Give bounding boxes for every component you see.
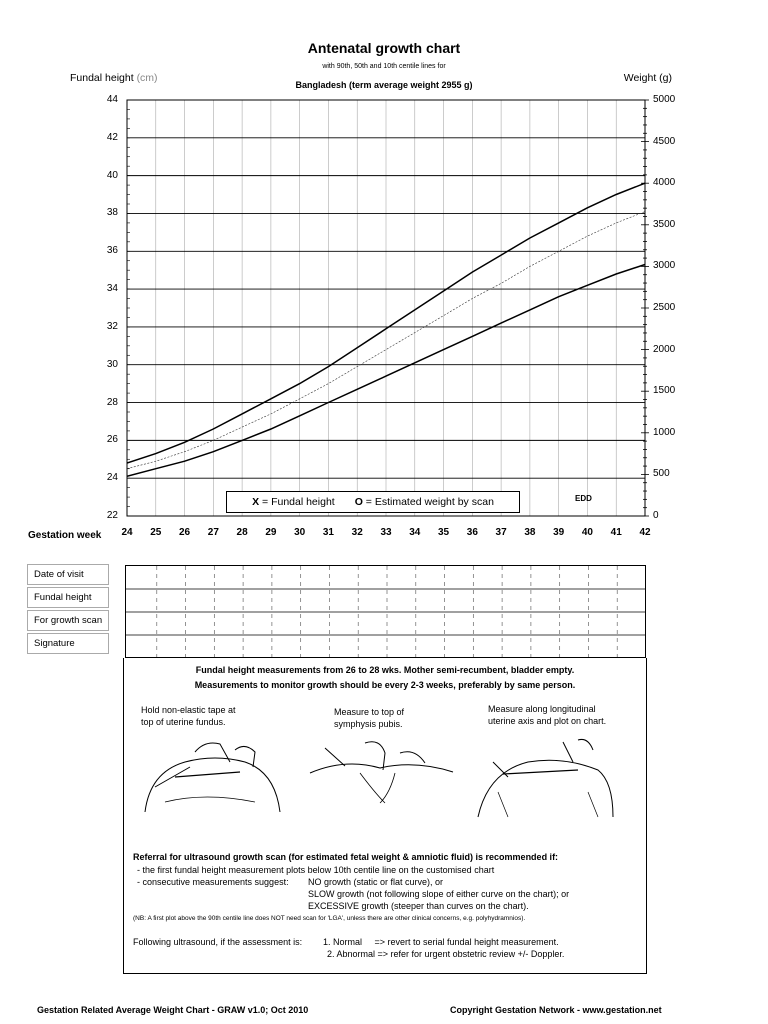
right-tick-label: 3000 xyxy=(653,260,676,272)
x-tick-label: 25 xyxy=(150,527,162,538)
legend-x-text: = Fundal height xyxy=(262,496,335,508)
x-tick-label: 36 xyxy=(466,527,478,538)
referral-item-2a: NO growth (static or flat curve), or xyxy=(308,877,444,887)
right-tick-label: 2000 xyxy=(653,343,676,355)
right-tick-label: 4500 xyxy=(653,135,676,147)
x-tick-label: 41 xyxy=(610,527,622,538)
left-tick-label: 44 xyxy=(106,94,118,105)
x-axis-label: Gestation week xyxy=(28,530,102,541)
follow-up-normal: 1. Normal => revert to serial fundal height measurement. xyxy=(323,937,559,947)
right-tick-label: 500 xyxy=(653,468,670,480)
step1-text-a: Hold non-elastic tape at xyxy=(141,705,236,715)
edd-label: EDD xyxy=(575,494,592,503)
x-tick-label: 26 xyxy=(178,527,191,538)
left-tick-label: 36 xyxy=(106,245,118,257)
x-tick-label: 37 xyxy=(495,527,507,538)
left-axis-unit: (cm) xyxy=(136,72,158,84)
referral-title: Referral for ultrasound growth scan (for estimated fetal weight & amniotic fluid) is recommended if: xyxy=(133,852,559,862)
right-tick-label: 1500 xyxy=(653,385,676,397)
referral-item-2: - consecutive measurements suggest: xyxy=(137,877,289,887)
country-label: Bangladesh (term average weight 2955 g) xyxy=(295,80,473,90)
left-tick-label: 26 xyxy=(106,434,118,446)
x-tick-label: 24 xyxy=(121,527,133,538)
x-tick-label: 39 xyxy=(553,527,565,538)
left-tick-label: 40 xyxy=(106,169,118,181)
follow-up-abnormal: 2. Abnormal => refer for urgent obstetric review +/- Doppler. xyxy=(327,949,565,959)
footer-left: Gestation Related Average Weight Chart - GRAW v1.0; Oct 2010 xyxy=(37,1005,309,1015)
right-axis-label: Weight (g) xyxy=(623,72,672,84)
chart-legend xyxy=(226,491,520,513)
left-tick-label: 22 xyxy=(106,510,118,521)
measure-fundus-illustration xyxy=(135,732,285,814)
step3-text-b: uterine axis and plot on chart. xyxy=(488,716,607,726)
legend-x-symbol: X xyxy=(252,496,260,508)
legend-o-text: = Estimated weight by scan xyxy=(365,496,494,508)
left-tick-label: 42 xyxy=(106,131,118,143)
page-subtitle: with 90th, 50th and 10th centile lines for xyxy=(322,63,446,70)
right-tick-label: 4000 xyxy=(653,177,676,189)
left-tick-label: 34 xyxy=(106,283,118,295)
x-tick-label: 28 xyxy=(236,527,248,538)
legend-item-fundal xyxy=(252,492,335,512)
measure-symphysis-illustration xyxy=(305,738,455,808)
referral-item-1: - the first fundal height measurement plots below 10th centile line on the customised chart xyxy=(137,865,495,875)
x-tick-label: 30 xyxy=(294,527,306,538)
x-tick-label: 35 xyxy=(437,527,450,538)
left-tick-label: 24 xyxy=(106,472,118,484)
x-tick-label: 34 xyxy=(409,527,421,538)
visit-row-label: For growth scan xyxy=(27,610,109,631)
x-tick-label: 38 xyxy=(524,527,536,538)
visit-table xyxy=(125,565,646,658)
measure-longitudinal-illustration xyxy=(468,732,618,822)
left-tick-label: 28 xyxy=(106,396,118,408)
referral-item-2c: EXCESSIVE growth (steeper than curves on the chart). xyxy=(308,901,529,911)
x-tick-label: 29 xyxy=(265,527,277,538)
visit-row-label: Fundal height xyxy=(27,587,109,608)
follow-up-label: Following ultrasound, if the assessment is: xyxy=(133,937,303,947)
page-title: Antenatal growth chart xyxy=(307,40,461,56)
right-tick-label: 1000 xyxy=(653,426,676,438)
left-axis-label-text: Fundal height xyxy=(70,72,134,84)
right-tick-label: 3500 xyxy=(653,218,676,230)
step3-text-a: Measure along longitudinal xyxy=(488,704,596,714)
step1-text-b: top of uterine fundus. xyxy=(141,717,226,727)
x-tick-label: 33 xyxy=(380,527,392,538)
step2-text-b: symphysis pubis. xyxy=(334,719,403,729)
legend-o-symbol: O xyxy=(354,496,363,508)
footer-right: Copyright Gestation Network - www.gestation.net xyxy=(450,1005,662,1015)
x-tick-label: 32 xyxy=(351,527,363,538)
right-tick-label: 0 xyxy=(653,510,659,521)
referral-item-2b: SLOW growth (not following slope of either curve on the chart); or xyxy=(308,889,570,899)
info-line-1: Fundal height measurements from 26 to 28 wks. Mother semi-recumbent, bladder empty. xyxy=(195,665,575,675)
x-tick-label: 27 xyxy=(207,527,219,538)
step2-text-a: Measure to top of xyxy=(334,707,405,717)
referral-note: (NB: A first plot above the 90th centile line does NOT need scan for 'LGA', unless there are other clinical concerns, e.g. polyhydramnios). xyxy=(133,915,526,922)
left-tick-label: 32 xyxy=(106,320,118,332)
legend-item-weight xyxy=(355,492,494,512)
x-tick-label: 31 xyxy=(322,527,334,538)
left-tick-label: 30 xyxy=(106,358,118,370)
info-line-2: Measurements to monitor growth should be every 2-3 weeks, preferably by same person. xyxy=(194,680,576,690)
x-tick-label: 42 xyxy=(639,527,651,538)
visit-row-label: Signature xyxy=(27,633,109,654)
right-tick-label: 5000 xyxy=(653,94,676,105)
right-tick-label: 2500 xyxy=(653,302,676,313)
left-tick-label: 38 xyxy=(106,207,118,219)
visit-row-label: Date of visit xyxy=(27,564,109,585)
x-tick-label: 40 xyxy=(581,527,593,538)
